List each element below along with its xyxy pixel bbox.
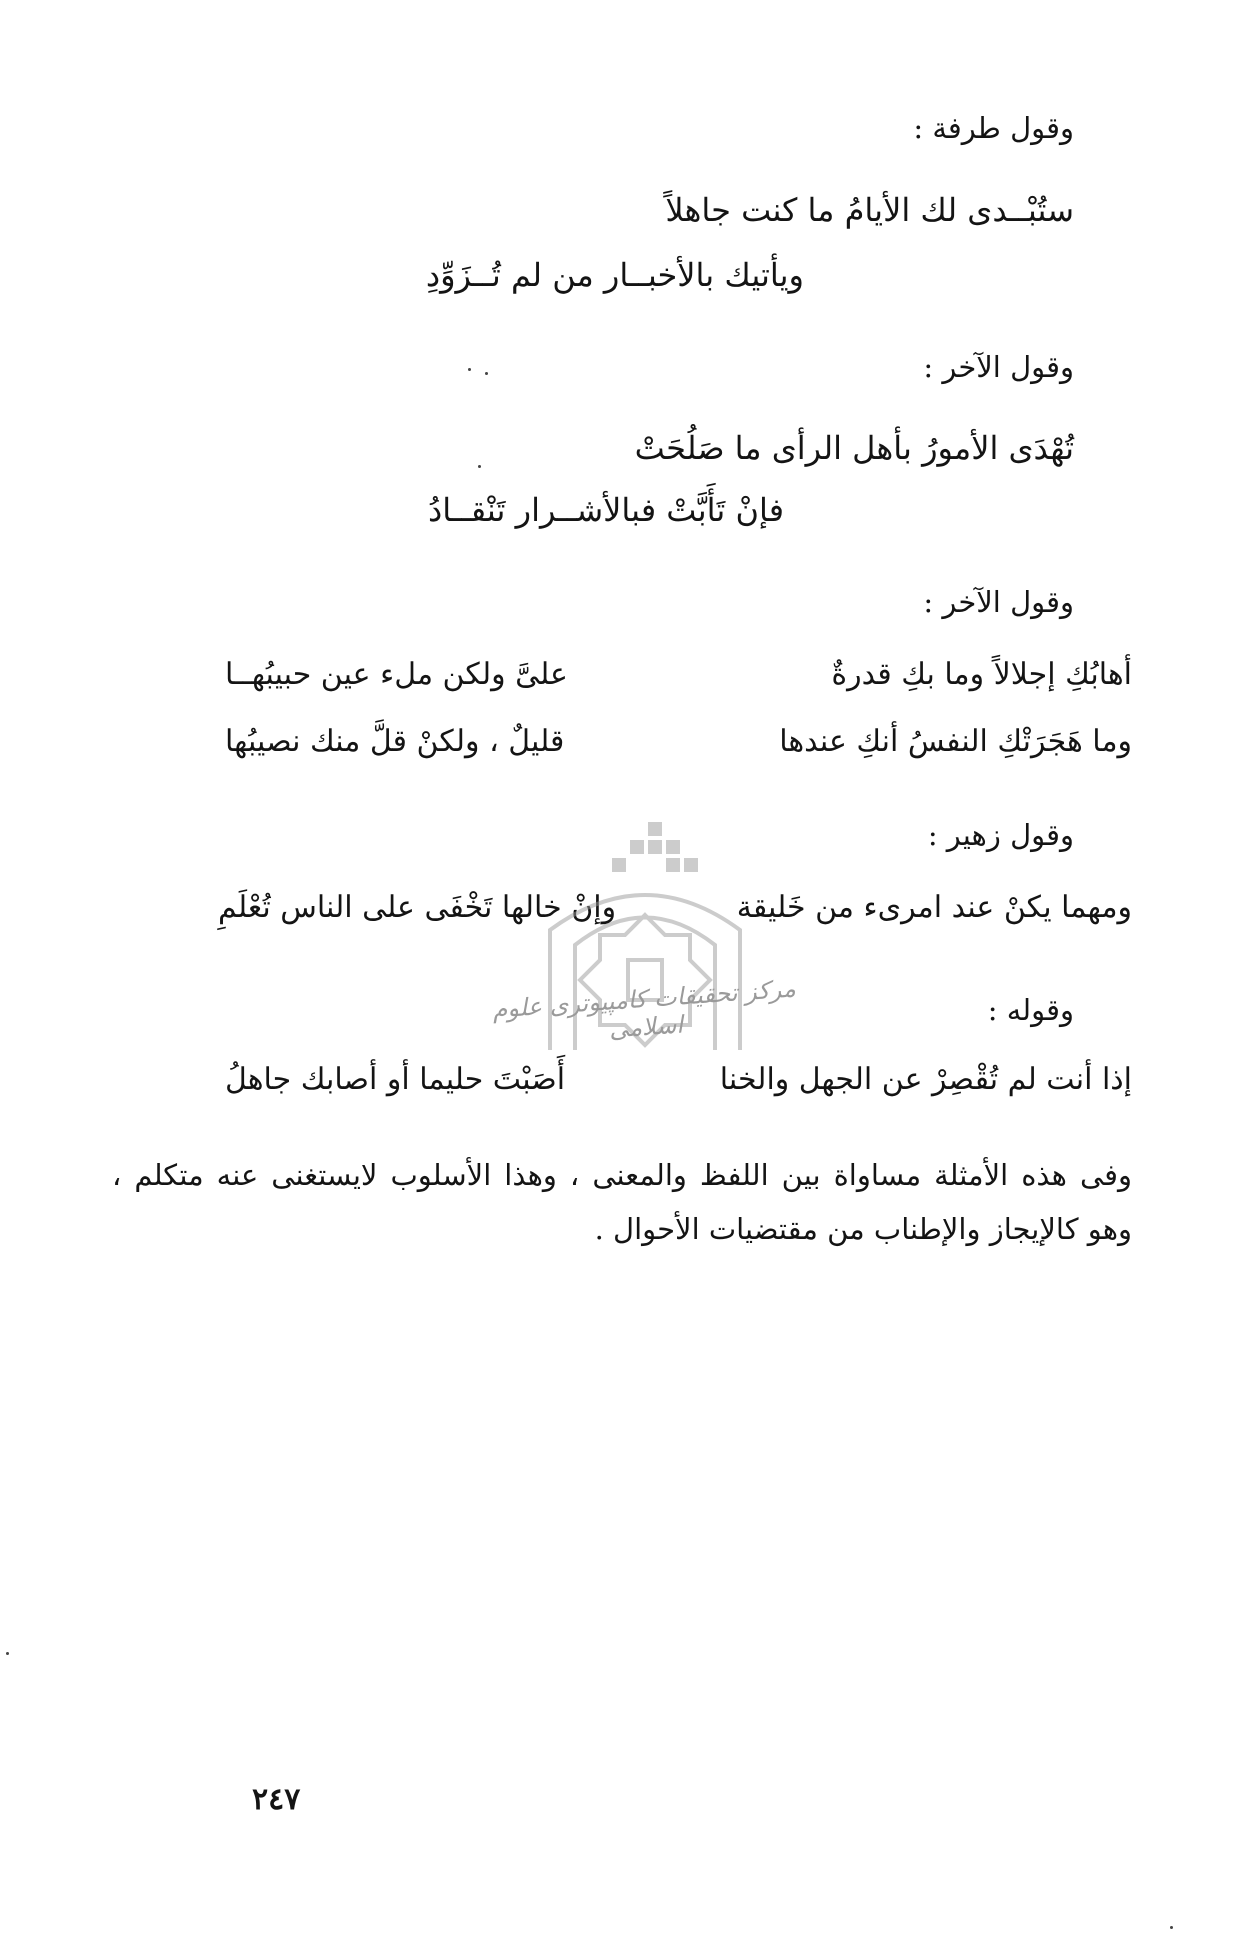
prose-paragraph: وفى هذه الأمثلة مساواة بين اللفظ والمعنى ، وهذا الأسلوب لايستغنى عنه متكلم ، وهو كالإيجاز والإطناب من مقتضيات الأحوال .	[112, 1158, 1132, 1246]
hemistich-right: إذا أنت لم تُقْصِرْ عن الجهل والخنا	[719, 1062, 1132, 1097]
scan-speck	[6, 1652, 9, 1655]
poem-intro: وقول الآخر :	[923, 585, 1074, 619]
scan-speck	[478, 465, 481, 468]
verse-line: ويأتيك بالأخبــار من لم تُــزَوِّدِ	[425, 256, 804, 294]
verse-line: تُهْدَى الأمورُ بأهل الرأى ما صَلُحَتْ	[634, 429, 1074, 467]
verse-line: ستُبْــدى لك الأيامُ ما كنت جاهلاً	[665, 191, 1074, 229]
hemistich-right: وما هَجَرَتْكِ النفسُ أنكِ عندها	[779, 724, 1132, 759]
poem-intro: وقول الآخر :	[923, 350, 1074, 384]
hemistich-left: قليلٌ ، ولكنْ قلَّ منك نصيبُها	[225, 724, 565, 759]
poem-intro: وقوله :	[987, 993, 1074, 1027]
watermark-text: مرکز تحقیقات کامپیوتری علوم اسلامی	[491, 974, 797, 1044]
page-number: ٢٤٧	[252, 1782, 301, 1817]
poem-intro: وقول زهير :	[927, 818, 1074, 852]
hemistich-left: أَصَبْتَ حليما أو أصابك جاهلُ	[225, 1062, 566, 1097]
hemistich-left: علىَّ ولكن ملء عين حبيبُهــا	[225, 657, 568, 692]
poem-intro: وقول طرفة :	[913, 111, 1074, 145]
hemistich-right: ومهما يكنْ عند امرىء من خَليقة	[736, 890, 1132, 925]
scan-speck	[1170, 1926, 1173, 1929]
hemistich-left: وإنْ خالها تَخْفَى على الناس تُعْلَمِ	[218, 890, 617, 925]
scan-speck	[468, 368, 471, 371]
hemistich-right: أهابُكِ إجلالاً وما بكِ قدرةٌ	[831, 657, 1132, 692]
scan-speck	[485, 372, 488, 375]
verse-line: فإنْ تَأَبَّتْ فبالأشــرار تَنْقــادُ	[427, 491, 784, 529]
